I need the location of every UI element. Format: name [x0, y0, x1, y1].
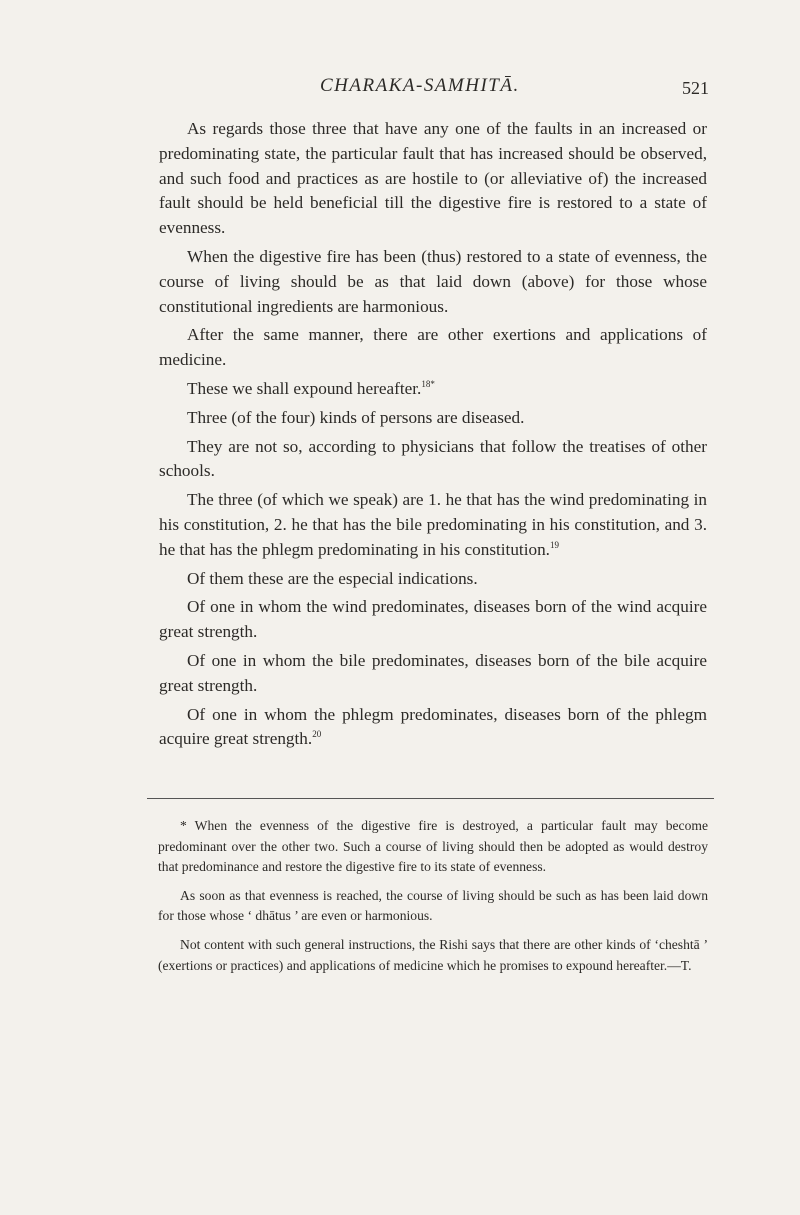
paragraph-text: Of one in whom the phlegm predominates, diseases born of the phlegm acquire great strength. [159, 704, 707, 749]
paragraph: After the same manner, there are other exertions and applications of medicine. [159, 325, 707, 370]
paragraph: Of one in whom the wind predominates, diseases born of the wind acquire great strength. [159, 597, 707, 642]
paragraph: Of them these are the especial indications. [187, 568, 478, 588]
page-header [0, 75, 800, 105]
footnote-divider [147, 798, 714, 799]
paragraph-text: These we shall expound hereafter. [187, 378, 422, 398]
page-number: 521 [682, 78, 709, 98]
footnotes [158, 816, 708, 984]
paragraph-text: The three (of which we speak) are 1. he that has the wind predominating in his constitution, 2. he that has the bile predominating in his constitution, and 3. he that has the phlegm predominating in his constitution. [159, 490, 707, 559]
main-text [159, 117, 707, 756]
footnote: As soon as that evenness is reached, the course of living should be such as has been laid down for those whose ‘ dhātus ’ are even or harmonious. [158, 887, 708, 924]
footnote: * When the evenness of the digestive fire is destroyed, a particular fault may become predominant over the other two. Such a course of living should then be adopted as would destroy that predominance and restore the digestive fire to its state of evenness. [158, 818, 708, 875]
footnote-ref: 19 [549, 539, 559, 550]
footnote-ref: 18* [421, 378, 435, 389]
paragraph: They are not so, according to physicians that follow the treatises of other schools. [159, 436, 707, 481]
paragraph: Three (of the four) kinds of persons are diseased. [187, 407, 525, 427]
footnote-ref: 20 [312, 729, 322, 740]
footnote: Not content with such general instructions, the Rishi says that there are other kinds of ‘cheshtā ’ (exertions or practices) and applications of medicine which he promises to expound hereafter.—T. [158, 936, 708, 973]
paragraph: Of one in whom the bile predominates, diseases born of the bile acquire great strength. [159, 650, 707, 695]
paragraph: When the digestive fire has been (thus) restored to a state of evenness, the course of living should be as that laid down (above) for those whose constitutional ingredients are harmonious. [159, 246, 707, 316]
paragraph: As regards those three that have any one of the faults in an increased or predominating state, the particular fault that has increased should be observed, and such food and practices as are hostile to (or alleviative of) the increased fault should be held beneficial till the digestive fire is restored to a state of evenness. [159, 119, 707, 238]
paragraph [159, 377, 707, 402]
paragraph [159, 703, 707, 753]
paragraph [159, 488, 707, 562]
running-title: CHARAKA-SAMHITĀ. [320, 75, 520, 96]
